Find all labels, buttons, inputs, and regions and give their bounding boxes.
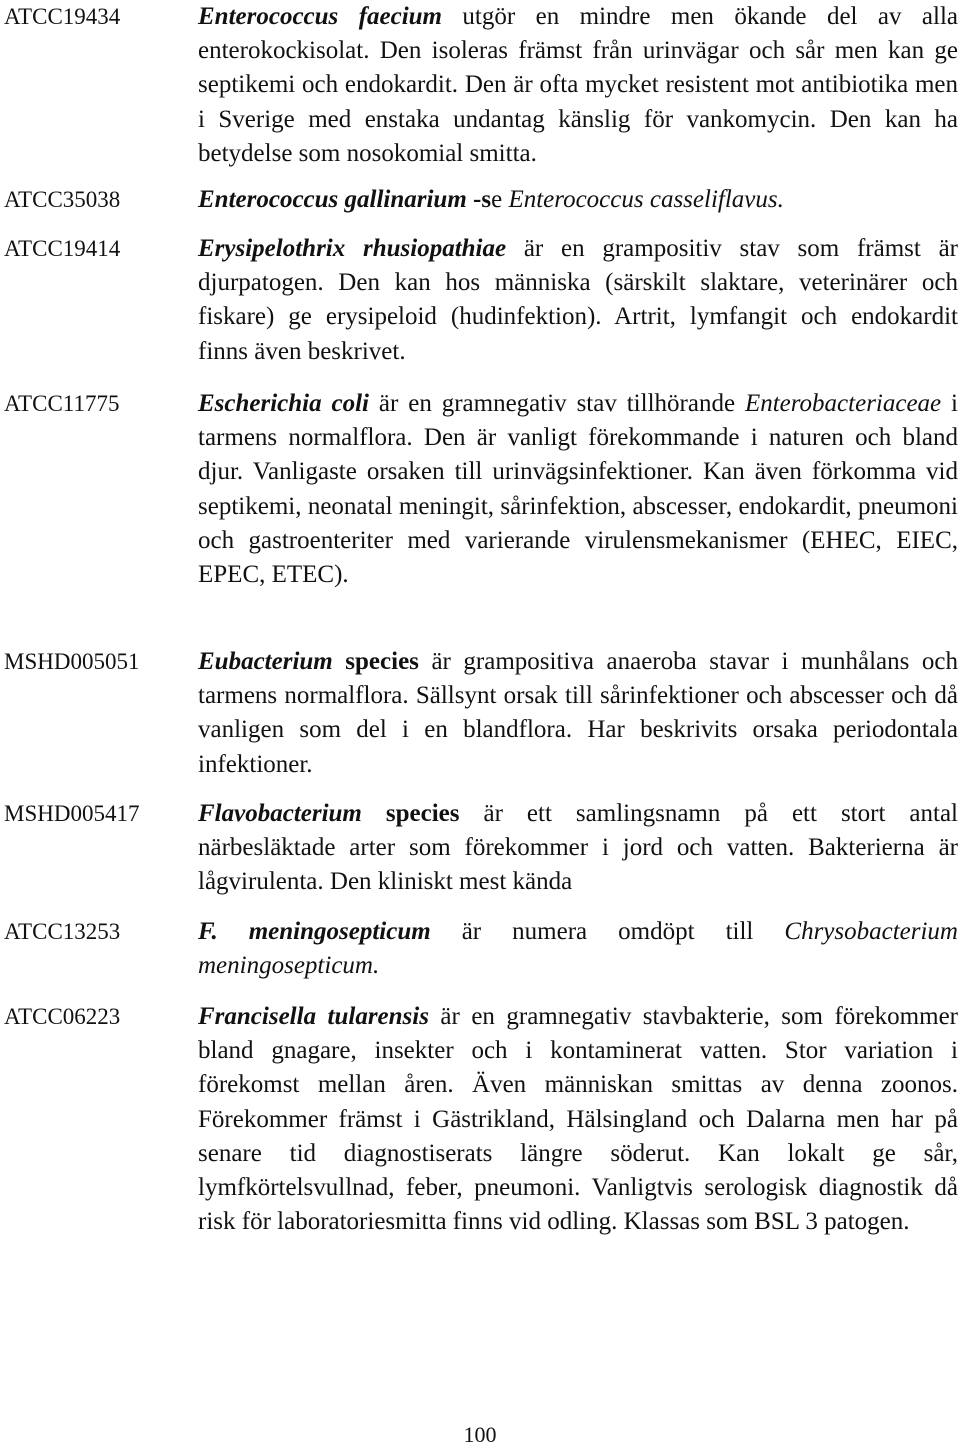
species-name: Francisella tularensis [198,1003,429,1030]
entry-description [198,387,958,592]
species-name: Flavobacterium [198,800,362,827]
description-text: är en grampositiv stav som främst är djurpatogen. Den kan hos människa (särskilt slaktare, veterinärer och fiskare) ge erysipeloid (hudinfektion). Artrit, lymfangit och endokardit finns även beskrivet. [198,235,958,365]
strain-code: ATCC19414 [4,236,121,261]
description-text: är ett samlingsnamn på ett stort antal närbesläktade arter som förekommer i jord och vatten. Bakterierna är lågvirulenta. Den kliniskt mest kända [198,800,958,896]
new-species-name: Chrysobacterium meningosepticum. [198,918,958,980]
description-text: är numera omdöpt till [430,918,785,945]
entry-description [198,645,958,782]
entry-description [198,915,958,983]
strain-code: ATCC11775 [4,391,120,416]
description-text: är en gramnegativ stav tillhörande [369,390,745,417]
strain-code: ATCC13253 [4,919,121,944]
species-name: Escherichia coli [198,390,370,417]
page-number: 100 [463,1422,497,1447]
see-reference-suffix: e [491,186,509,213]
entry-description [198,797,958,900]
strain-code: MSHD005417 [4,801,140,826]
description-text-continued: i tarmens normalflora. Den är vanligt förekommande i naturen och bland djur. Vanligaste orsaken till urinvägsinfektioner. Kan även förkomma vid septikemi, neonatal meningit, sårinfektion, abscesser, endokardit, pneumoni och gastroenteriter med varierande virulensmekanismer (EHEC, EIEC, EPEC, ETEC). [198,390,958,589]
entry-description [198,0,958,171]
description-text: är grampositiva anaeroba stavar i munhålans och tarmens normalflora. Sällsynt orsak till sårinfektioner och abscesser och då vanligen som del i en blandflora. Har beskrivits orsaka periodontala infektioner. [198,648,958,778]
entry-description [198,1000,958,1239]
species-qualifier: species [332,648,419,675]
entry-description [198,183,958,217]
referenced-species: Enterococcus casseliflavus. [508,186,784,213]
species-name: Erysipelothrix rhusiopathiae [198,235,507,262]
strain-code: MSHD005051 [4,649,140,674]
strain-code: ATCC35038 [4,187,121,212]
strain-code: ATCC19434 [4,4,121,29]
family-name: Enterobacteriaceae [744,390,942,417]
species-name: Enterococcus faecium [198,3,443,30]
species-name: Eubacterium [198,648,333,675]
see-reference-prefix: -s [466,186,492,213]
species-qualifier: species [361,800,460,827]
entry-description [198,232,958,369]
description-text: är en gramnegativ stavbakterie, som förekommer bland gnagare, insekter och i kontaminerat vatten. Stor variation i förekomst mellan åren. Även människan smittas av denna zoonos. Förekommer främst i Gästrikland, Hälsingland och Dalarna men har på senare tid diagnostiserats längre söderut. Kan lokalt ge sår, lymfkörtelsvullnad, feber, pneumoni. Vanligtvis serologisk diagnostik då risk för laboratoriesmitta finns vid odling. Klassas som BSL 3 patogen. [198,1003,958,1236]
strain-code: ATCC06223 [4,1004,121,1029]
species-name: F. meningosepticum [198,918,431,945]
species-name: Enterococcus gallinarium [198,186,467,213]
description-text: utgör en mindre men ökande del av alla enterokockisolat. Den isoleras främst från urinvägar och sår men kan ge septikemi och endokardit. Den är ofta mycket resistent mot antibiotika men i Sverige med enstaka undantag känslig för vankomycin. Den kan ha betydelse som nosokomial smitta. [198,3,958,167]
